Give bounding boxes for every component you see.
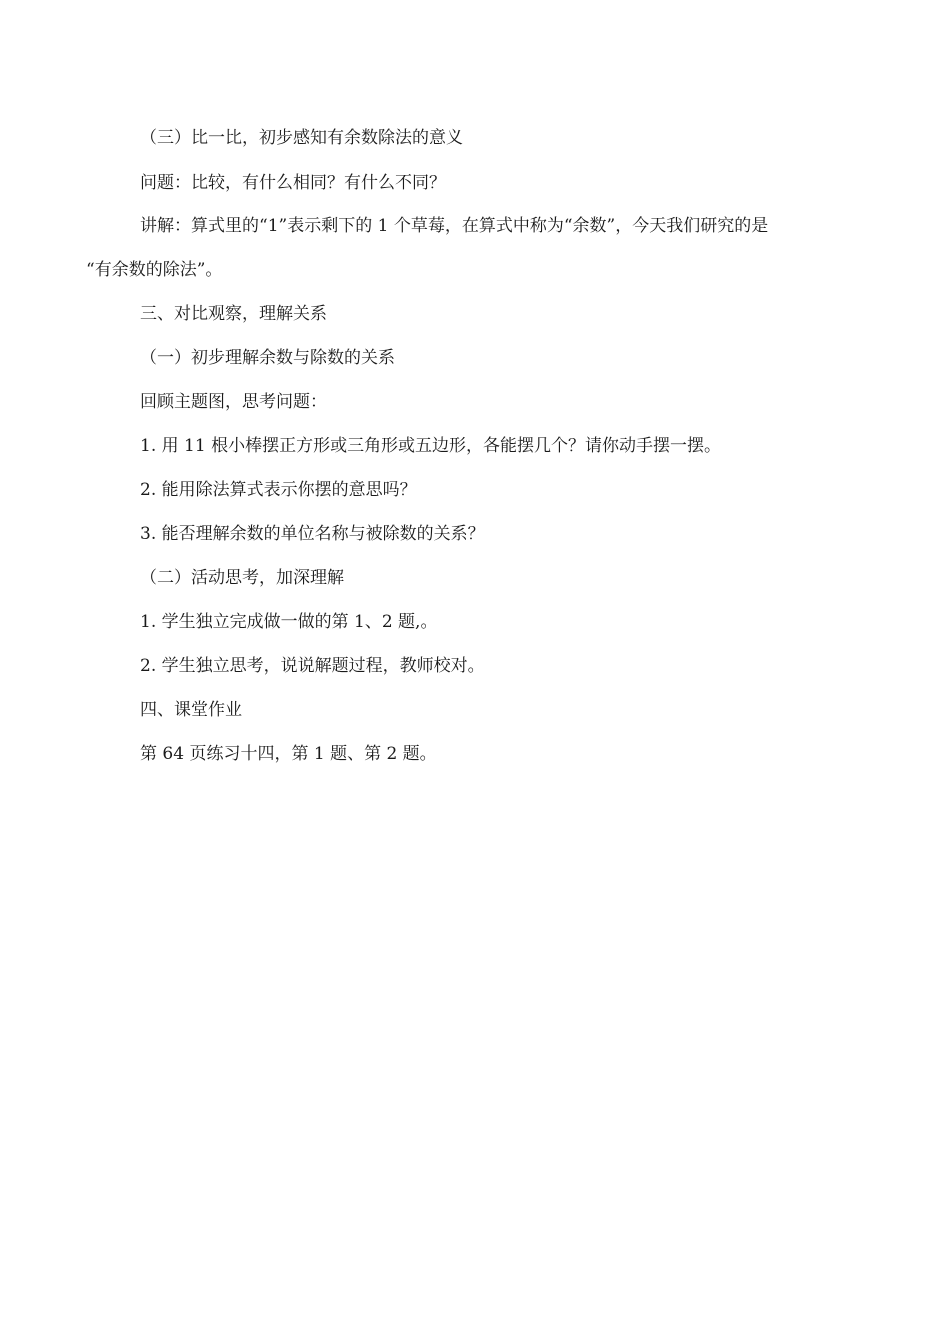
subsection-heading-activity: （二）活动思考，加深理解 [140,568,344,588]
explanation-text: 讲解：算式里的“1”表示剩下的 1 个草莓，在算式中称为“余数”，今天我们研究的是 [140,216,769,236]
review-prompt: 回顾主题图，思考问题： [140,392,327,412]
explanation-text-continued: “有余数的除法”。 [86,260,223,280]
question-text: 问题：比较，有什么相同？有什么不同？ [140,173,446,193]
list-item: 3. 能否理解余数的单位名称与被除数的关系？ [140,524,485,544]
section-heading-homework: 四、课堂作业 [140,700,242,720]
section-heading-contrast: 三、对比观察，理解关系 [140,304,327,324]
homework-text: 第 64 页练习十四，第 1 题、第 2 题。 [140,744,437,764]
list-item: 1. 学生独立完成做一做的第 1、2 题,。 [140,612,438,632]
list-item: 1. 用 11 根小棒摆正方形或三角形或五边形，各能摆几个？请你动手摆一摆。 [140,436,722,456]
list-item: 2. 能用除法算式表示你摆的意思吗？ [140,480,417,500]
list-item: 2. 学生独立思考，说说解题过程，教师校对。 [140,656,485,676]
section-heading-compare: （三）比一比，初步感知有余数除法的意义 [140,128,463,148]
subsection-heading-remainder-divisor: （一）初步理解余数与除数的关系 [140,348,395,368]
